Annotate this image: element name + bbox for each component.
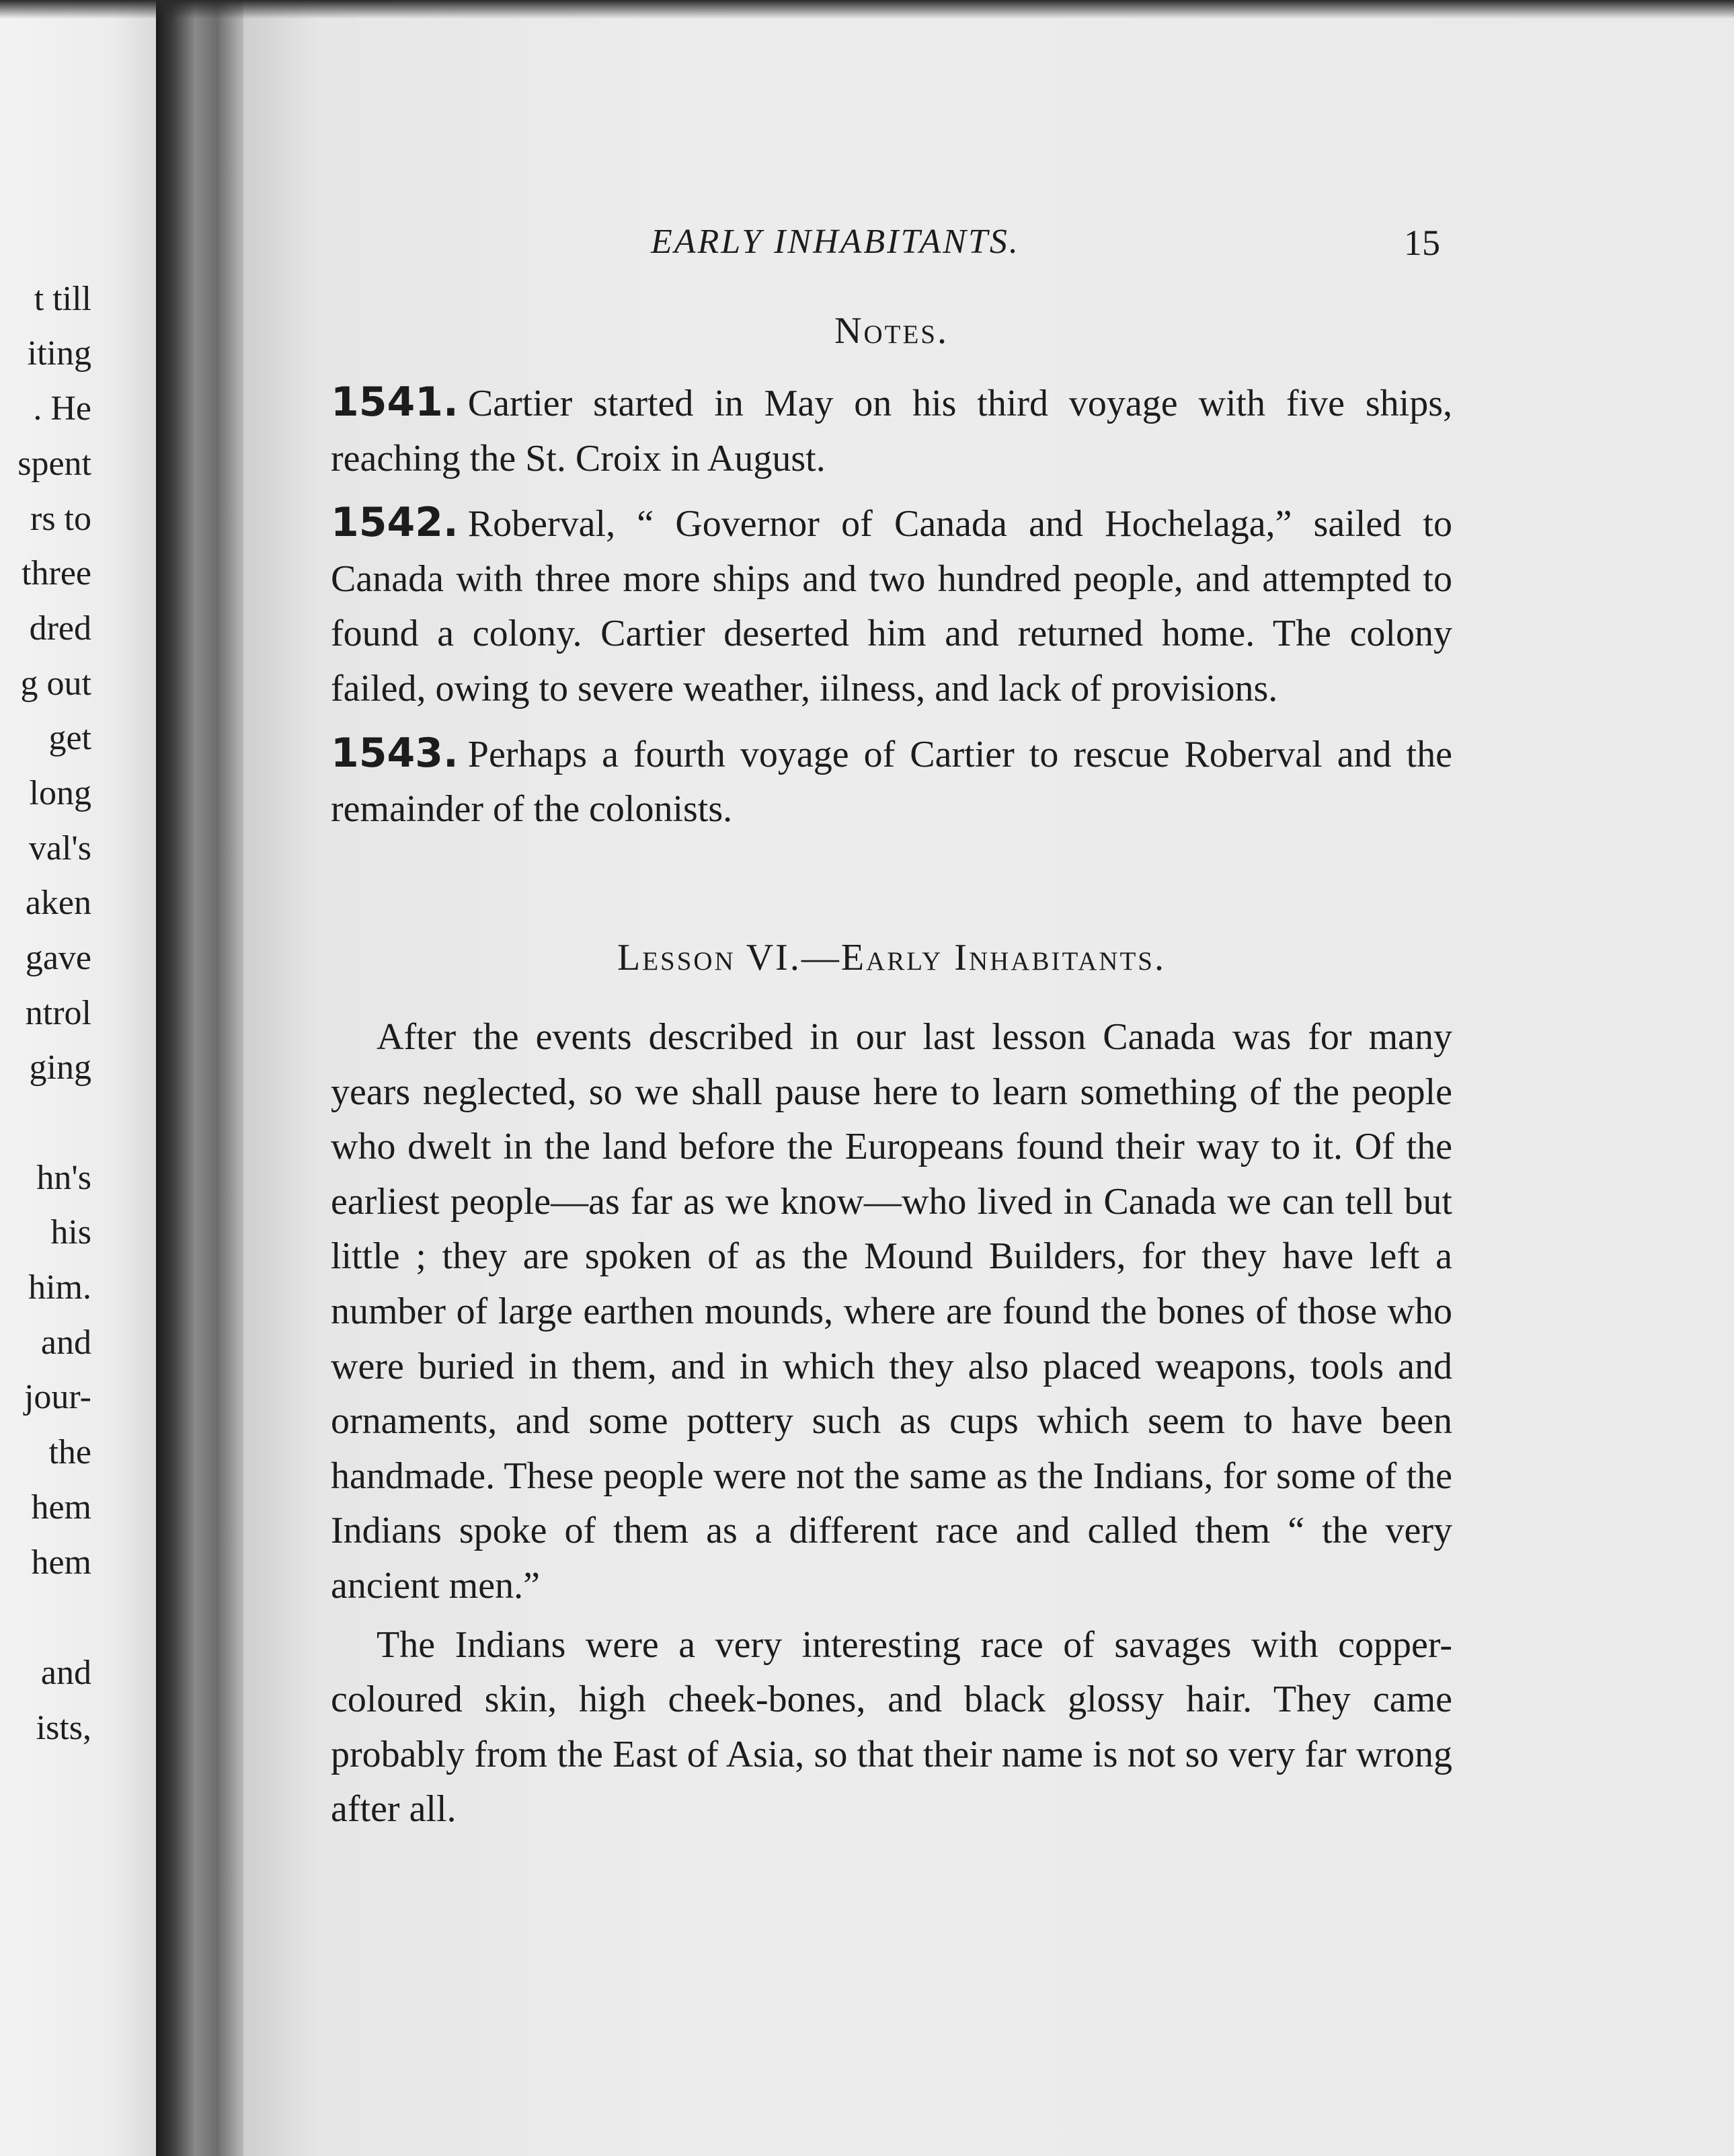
left-page-fragment: three: [22, 554, 91, 592]
scan-shadow: [0, 0, 1734, 19]
left-page-fragment: hem: [31, 1488, 91, 1527]
lesson-body: [331, 1010, 1452, 1837]
left-page-fragment: get: [48, 719, 91, 757]
left-page-fragment: g out: [20, 664, 91, 703]
note-year: 1542.: [331, 499, 459, 547]
note-text: Perhaps a fourth voyage of Cartier to rescue Roberval and the remainder of the colonists.: [331, 733, 1452, 831]
left-page-fragment: val's: [28, 829, 91, 868]
note-item: [331, 726, 1452, 837]
left-page-fragment: jour-: [24, 1378, 91, 1416]
left-page-fragment: ists,: [36, 1709, 91, 1747]
left-page-fragment: ntrol: [25, 994, 91, 1032]
left-page-fragment: and: [40, 1323, 91, 1362]
left-page-fragment: long: [29, 774, 91, 812]
notes-title: Notes.: [834, 310, 949, 352]
left-page-fragment: spent: [17, 445, 91, 483]
left-page-edge: [0, 0, 161, 2156]
left-page-fragment: aken: [25, 884, 91, 922]
left-page-fragment: his: [50, 1213, 91, 1252]
lesson-title: Lesson VI.—Early Inhabitants.: [617, 937, 1166, 978]
note-item: [331, 375, 1452, 486]
left-page-fragment: t till: [34, 280, 91, 318]
left-page-fragment: him.: [28, 1268, 91, 1307]
left-page-fragment: the: [48, 1433, 91, 1471]
left-page-fragment: rs to: [30, 500, 91, 538]
left-page-fragment: and: [40, 1654, 91, 1692]
note-year: 1541.: [331, 379, 459, 426]
left-page-fragment: iting: [27, 334, 91, 373]
note-text: Roberval, “ Governor of Canada and Hochelaga,” sailed to Canada with three more ships and two hundred people, and attempted to found a colony. Cartier deserted him and returned home. The colony failed, owing to severe weather, iilness, and lack of provisions.: [331, 503, 1452, 709]
notes-list: [331, 375, 1452, 847]
note-text: Cartier started in May on his third voyage with five ships, reaching the St. Croix in August.: [331, 383, 1452, 479]
page-number: 15: [1404, 223, 1440, 263]
left-page-fragment: hn's: [36, 1159, 91, 1197]
note-item: [331, 496, 1452, 716]
lesson-paragraph: The Indians were a very interesting race of savages with copper-coloured skin, high cheek-bones, and black glossy hair. They came probably from the East of Asia, so that their name is not so very far wrong after all.: [331, 1623, 1452, 1831]
left-page-fragment: gave: [25, 939, 91, 977]
left-page-fragment: dred: [29, 609, 91, 648]
note-year: 1543.: [331, 729, 459, 777]
book-spine: [156, 0, 243, 2156]
left-page-fragment: ging: [29, 1048, 91, 1087]
left-page-fragment: . He: [33, 389, 91, 428]
lesson-paragraph: After the events described in our last lesson Canada was for many years neglected, so we shall pause here to learn something of the people who dwelt in the land before the Europeans found their way to it. Of the earliest people—as far as we know—who lived in Canada we can tell but little ; they are spoken of as the Mound Builders, for they have left a number of large earthen mounds, where are found the bones of those who were buried in them, and in which they also placed weapons, tools and ornaments, and some pottery such as cups which seem to have been handmade. These people were not the same as the Indians, for some of the Indians spoke of them as a different race and called them “ the very ancient men.”: [331, 1016, 1452, 1607]
left-page-fragment: hem: [31, 1543, 91, 1582]
running-header: EARLY INHABITANTS.: [651, 223, 1020, 261]
